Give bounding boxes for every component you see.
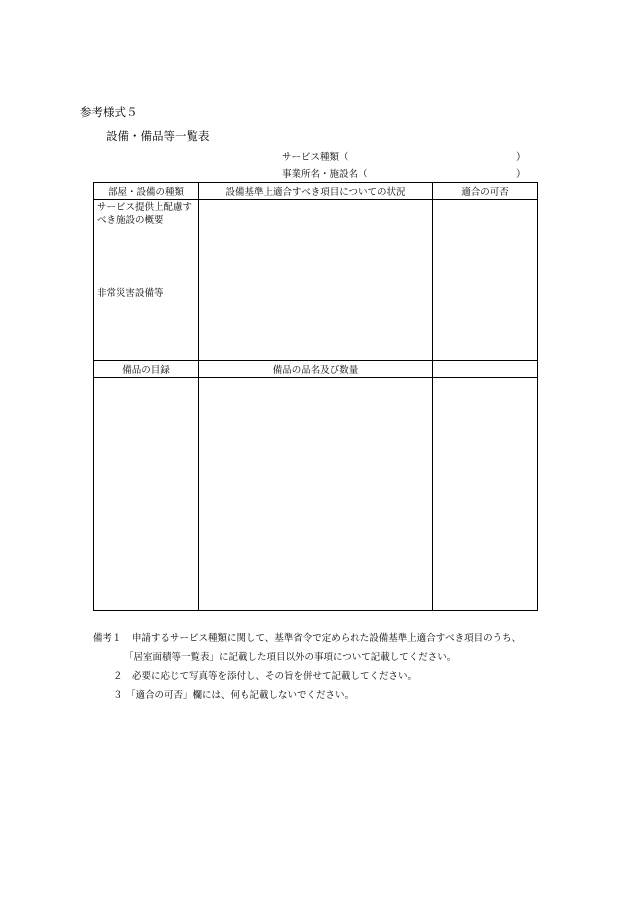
facility-name-close-paren: ）	[516, 169, 526, 180]
note-2-number: ２	[113, 671, 123, 682]
table-header-row-2	[94, 361, 538, 378]
note-2: 必要に応じて写真等を添付し、その旨を併せて記載してください。	[132, 671, 418, 682]
note-1-line-2: 「居室面積等一覧表」に記載した項目以外の事項について記載してください。	[124, 652, 457, 663]
equipment-table	[93, 182, 538, 611]
room-equipment-cell	[94, 200, 199, 361]
note-3-number: ３	[113, 690, 123, 701]
service-type-close-paren: ）	[516, 152, 526, 163]
equipment-list-cell[interactable]	[94, 378, 199, 611]
emergency-disaster-equipment-label: 非常災害設備等	[97, 288, 164, 299]
header-room-equipment-type: 部屋・設備の種類	[94, 183, 199, 200]
table-row	[94, 378, 538, 611]
form-reference: 参考様式５	[80, 105, 138, 119]
document-title: 設備・備品等一覧表	[106, 129, 210, 143]
facility-name-label: 事業所名・施設名（	[282, 169, 368, 180]
status-entry-cell[interactable]	[199, 200, 433, 361]
header-status-of-standard-items: 設備基準上適合すべき項目についての状況	[199, 183, 433, 200]
header-conformity: 適合の可否	[433, 183, 538, 200]
equipment-conformity-cell	[433, 378, 538, 611]
header-empty	[433, 361, 538, 378]
header-equipment-list: 備品の目録	[94, 361, 199, 378]
service-type-label: サービス種類（	[282, 152, 349, 163]
header-equipment-names-quantity: 備品の品名及び数量	[199, 361, 433, 378]
service-facility-outline-label: サービス提供上配慮すべき施設の概要	[97, 202, 193, 226]
note-1-line-1: 申請するサービス種類に関して、基準省令で定められた設備基準上適合すべき項目のうち、	[132, 633, 522, 644]
notes-prefix: 備考１	[93, 633, 122, 644]
note-3: 「適合の可否」欄には、何も記載しないでください。	[126, 690, 355, 701]
table-header-row	[94, 183, 538, 200]
table-row	[94, 200, 538, 361]
equipment-names-cell[interactable]	[199, 378, 433, 611]
conformity-cell	[433, 200, 538, 361]
